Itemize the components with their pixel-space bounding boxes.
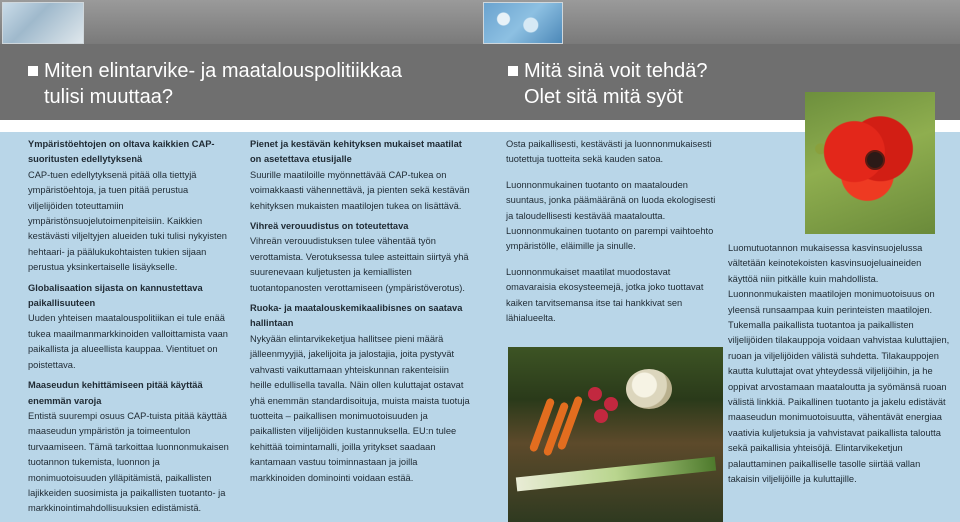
section-heading: Vihreä verouudistus on toteutettava (250, 221, 409, 232)
left-heading-line2: tulisi muuttaa? (44, 86, 173, 108)
radish (604, 397, 618, 411)
right-heading-line1: Mitä sinä voit tehdä? (524, 60, 708, 82)
section-text: Vihreän verouudistuksen tulee vähentää työn verottamista. Verotuksessa tulee asteittain siirtyä yhä suurenevaan kuljetusten ja kemiallisten tuotantopanosten verottamiseen (ympäristöverotus). (250, 236, 469, 293)
column-3 (506, 137, 718, 331)
top-image-strip (0, 0, 960, 44)
section-heading: Pienet ja kestävän kehityksen mukaiset maatilat on asetettava etusijalle (250, 139, 462, 165)
radish (588, 387, 602, 401)
left-heading-line1: Miten elintarvike- ja maatalouspolitiikkaa (44, 60, 402, 82)
right-heading (508, 58, 707, 110)
section-text: CAP-tuen edellytyksenä pitää olla tiettyjä ympäristöehtoja, ja tuen pitää perustua viljelijöiden toteuttamiin ympäristönsuojelutoimenpiteisiin. Kaikkien kestävästi viljeltyjen alueiden tuki tulisi nykyisten hehtaari- ja päälukukohtaisten tukien sijaan perustua yksinkertaiselle lisäykselle. (28, 169, 227, 273)
paragraph: Osta paikallisesti, kestävästi ja luonnonmukaisesti tuotettuja tuotteita sekä kauden satoa. (506, 139, 712, 165)
section-heading: Maaseudun kehittämiseen pitää käyttää enemmän varoja (28, 380, 203, 406)
right-heading-line2: Olet sitä mitä syöt (524, 86, 683, 108)
section-text: Entistä suurempi osuus CAP-tuista pitää käyttää maaseudun ympäristön ja toimeentulon turvaamiseen. Tämä tarkoittaa luonnonmukaisen tuotannon tukemista, luonnon ja monimuotoisuuden ylläpitämistä, paikallisten lajikkeiden suosimista ja paikallisten tuotanto- ja markkinointimahdollisuuksien edistämistä. (28, 410, 229, 514)
paragraph: Luomutuotannon mukaisessa kasvinsuojelussa vältetään keinotekoisten kasvinsuojeluaineiden käyttöä niin pitkälle kuin mahdollista. Luonnonmukaisten maatilojen monimuotoisuus on yleensä runsaampaa kuin perinteisten maatilojen. Tukemalla paikallista tuotantoa ja paikallisten viljelijöiden tilakauppoja voidaan vahvistaa kuluttajien, ruoan ja viljelijöiden välistä suhdetta. Tilakauppojen kautta kuluttajat ovat yhteydessä viljelijöihin, ja he oppivat arvostamaan maataloutta ja syömänsä ruoan välistä linkkiä. Paikallinen tuotanto ja jakelu edistävät maaseudun monimuotoisuutta, vähentävät energiaa vaativia kuljetuksia ja vahvistavat paikallista taloutta sekä paikallisia yhteisöjä. Elintarvikeketjun palauttaminen paikalliselle tasolle siirtää vallan takaisin viljelijöille ja kuluttajille. (728, 243, 950, 485)
section-text: Suurille maatiloille myönnettävää CAP-tukea on voimakkaasti vähennettävä, ja pienten sekä kestävän kehityksen mukaisten maatilojen tukea on lisättävä. (250, 169, 470, 211)
column-2 (250, 137, 472, 491)
section-text: Nykyään elintarvikeketjua hallitsee pieni määrä jälleenmyyjiä, jakelijoita ja jalostajia, joita pystyvät vahvasti vaikuttamaan yhteiskunnan rakenteisiin heille edullisella tavalla. Näin ollen kuluttajat ostavat yhä enemmän standardisoituja, muista maista tuotuja tuotteita – paikallisen monimuotoisuuden ja paikallisten viljelijöiden kustannuksella. EU:n tulee kehittää toimintamalli, joilla yritykset saadaan kantamaan vastuu toiminnastaan ja joilla markkinoiden dominointi voidaan estää. (250, 333, 470, 483)
square-bullet-icon (28, 66, 38, 76)
cauliflower (626, 369, 672, 409)
paragraph: Luonnonmukainen tuotanto on maatalouden suuntaus, jonka päämääränä on luoda ekologisesti ja taloudellisesti kestävää maataloutta. Luonnonmukainen tuotanto on parempi vaihtoehto ympäristölle, eläimille ja sinulle. (506, 179, 716, 252)
vegetables-photo (508, 347, 723, 522)
leek (516, 457, 716, 492)
section-heading: Ruoka- ja maatalouskemikaalibisnes on saatava hallintaan (250, 303, 463, 329)
section-heading: Ympäristöehtojen on oltava kaikkien CAP-suoritusten edellytyksenä (28, 139, 215, 165)
poppy-center (865, 150, 885, 170)
column-1 (28, 137, 233, 522)
radish (594, 409, 608, 423)
section-heading: Globalisaation sijasta on kannustettava paikallisuuteen (28, 282, 203, 309)
section-text: Uuden yhteisen maatalouspolitiikan ei tule enää tukea maailmanmarkkinoiden valloittamista vaan paikallista ja alueellista kauppaa. Vientituet on poistettava. (28, 313, 228, 370)
left-heading (28, 58, 402, 110)
square-bullet-icon (508, 66, 518, 76)
paragraph: Luonnonmukaiset maatilat muodostavat omavaraisia ekosysteemejä, jotka joko tuottavat kaiken tarvitsemansa itse tai hankkivat sen lähialueelta. (506, 266, 704, 324)
tractor-photo (2, 2, 84, 44)
poppy-photo (805, 92, 935, 234)
column-4 (728, 241, 950, 493)
water-drops-photo (483, 2, 563, 44)
